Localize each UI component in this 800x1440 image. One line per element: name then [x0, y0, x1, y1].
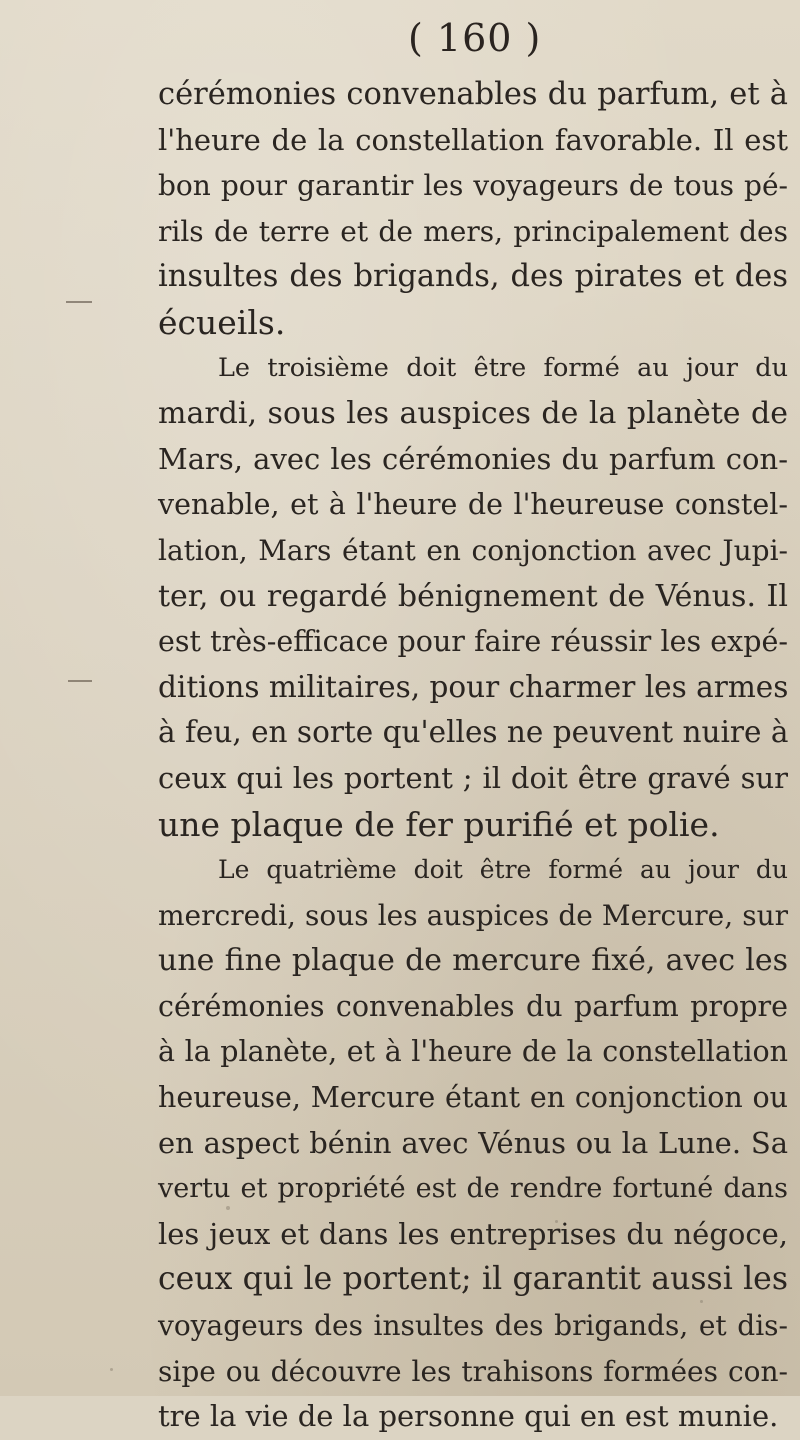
text-line: l'heure de la constellation favorable. Il est [158, 122, 788, 157]
text-line: mardi, sous les auspices de la planète de [158, 396, 788, 432]
text-line: une fine plaque de mercure fixé, avec les [158, 943, 788, 979]
text-line: Le quatrième doit être formé au jour du [218, 855, 788, 885]
text-line: est très-efficace pour faire réussir les expé- [158, 625, 788, 659]
text-line: Le troisième doit être formé au jour du [218, 352, 788, 383]
text-line: en aspect bénin avec Vénus ou la Lune. Sa [158, 1125, 788, 1160]
text-line: bon pour garantir les voyageurs de tous pé- [158, 169, 788, 203]
text-line: à la planète, et à l'heure de la constellation [158, 1035, 788, 1069]
text-line: à feu, en sorte qu'elles ne peuvent nuire à [158, 715, 789, 750]
margin-mark [66, 301, 92, 303]
text-line: rils de terre et de mers, principalement des [158, 214, 788, 248]
text-line: voyageurs des insultes des brigands, et dis- [158, 1309, 788, 1343]
text-line: écueils. [158, 302, 286, 342]
text-line: lation, Mars étant en conjonction avec Jupi- [158, 533, 788, 567]
text-line: mercredi, sous les auspices de Mercure, sur [158, 898, 788, 932]
text-line: ditions militaires, pour charmer les armes [158, 669, 789, 704]
text-line: Mars, avec les cérémonies du parfum con- [158, 441, 788, 476]
text-line: ceux qui le portent; il garantit aussi les [158, 1261, 788, 1298]
text-line: ceux qui les portent ; il doit être gravé sur [158, 760, 788, 795]
page-number: ( 160 ) [408, 16, 542, 60]
text-line: une plaque de fer purifié et polie. [158, 804, 720, 844]
paper-speck [110, 1368, 113, 1371]
text-line: heureuse, Mercure étant en conjonction ou [158, 1081, 788, 1115]
text-line: cérémonies convenables du parfum, et à [158, 77, 788, 112]
body-text [158, 72, 788, 1440]
margin-mark [68, 680, 92, 682]
text-line: sipe ou découvre les trahisons formées con- [158, 1354, 788, 1388]
text-line: insultes des brigands, des pirates et des [158, 259, 788, 295]
text-line: tre la vie de la personne qui en est munie. [158, 1399, 779, 1434]
text-line: cérémonies convenables du parfum propre [158, 989, 788, 1023]
text-line: vertu et propriété est de rendre fortuné dans [158, 1173, 788, 1205]
text-line: les jeux et dans les entreprises du négoce, [158, 1216, 788, 1251]
text-line: ter, ou regardé bénignement de Vénus. Il [158, 578, 788, 614]
text-line: venable, et à l'heure de l'heureuse constel- [158, 488, 788, 522]
